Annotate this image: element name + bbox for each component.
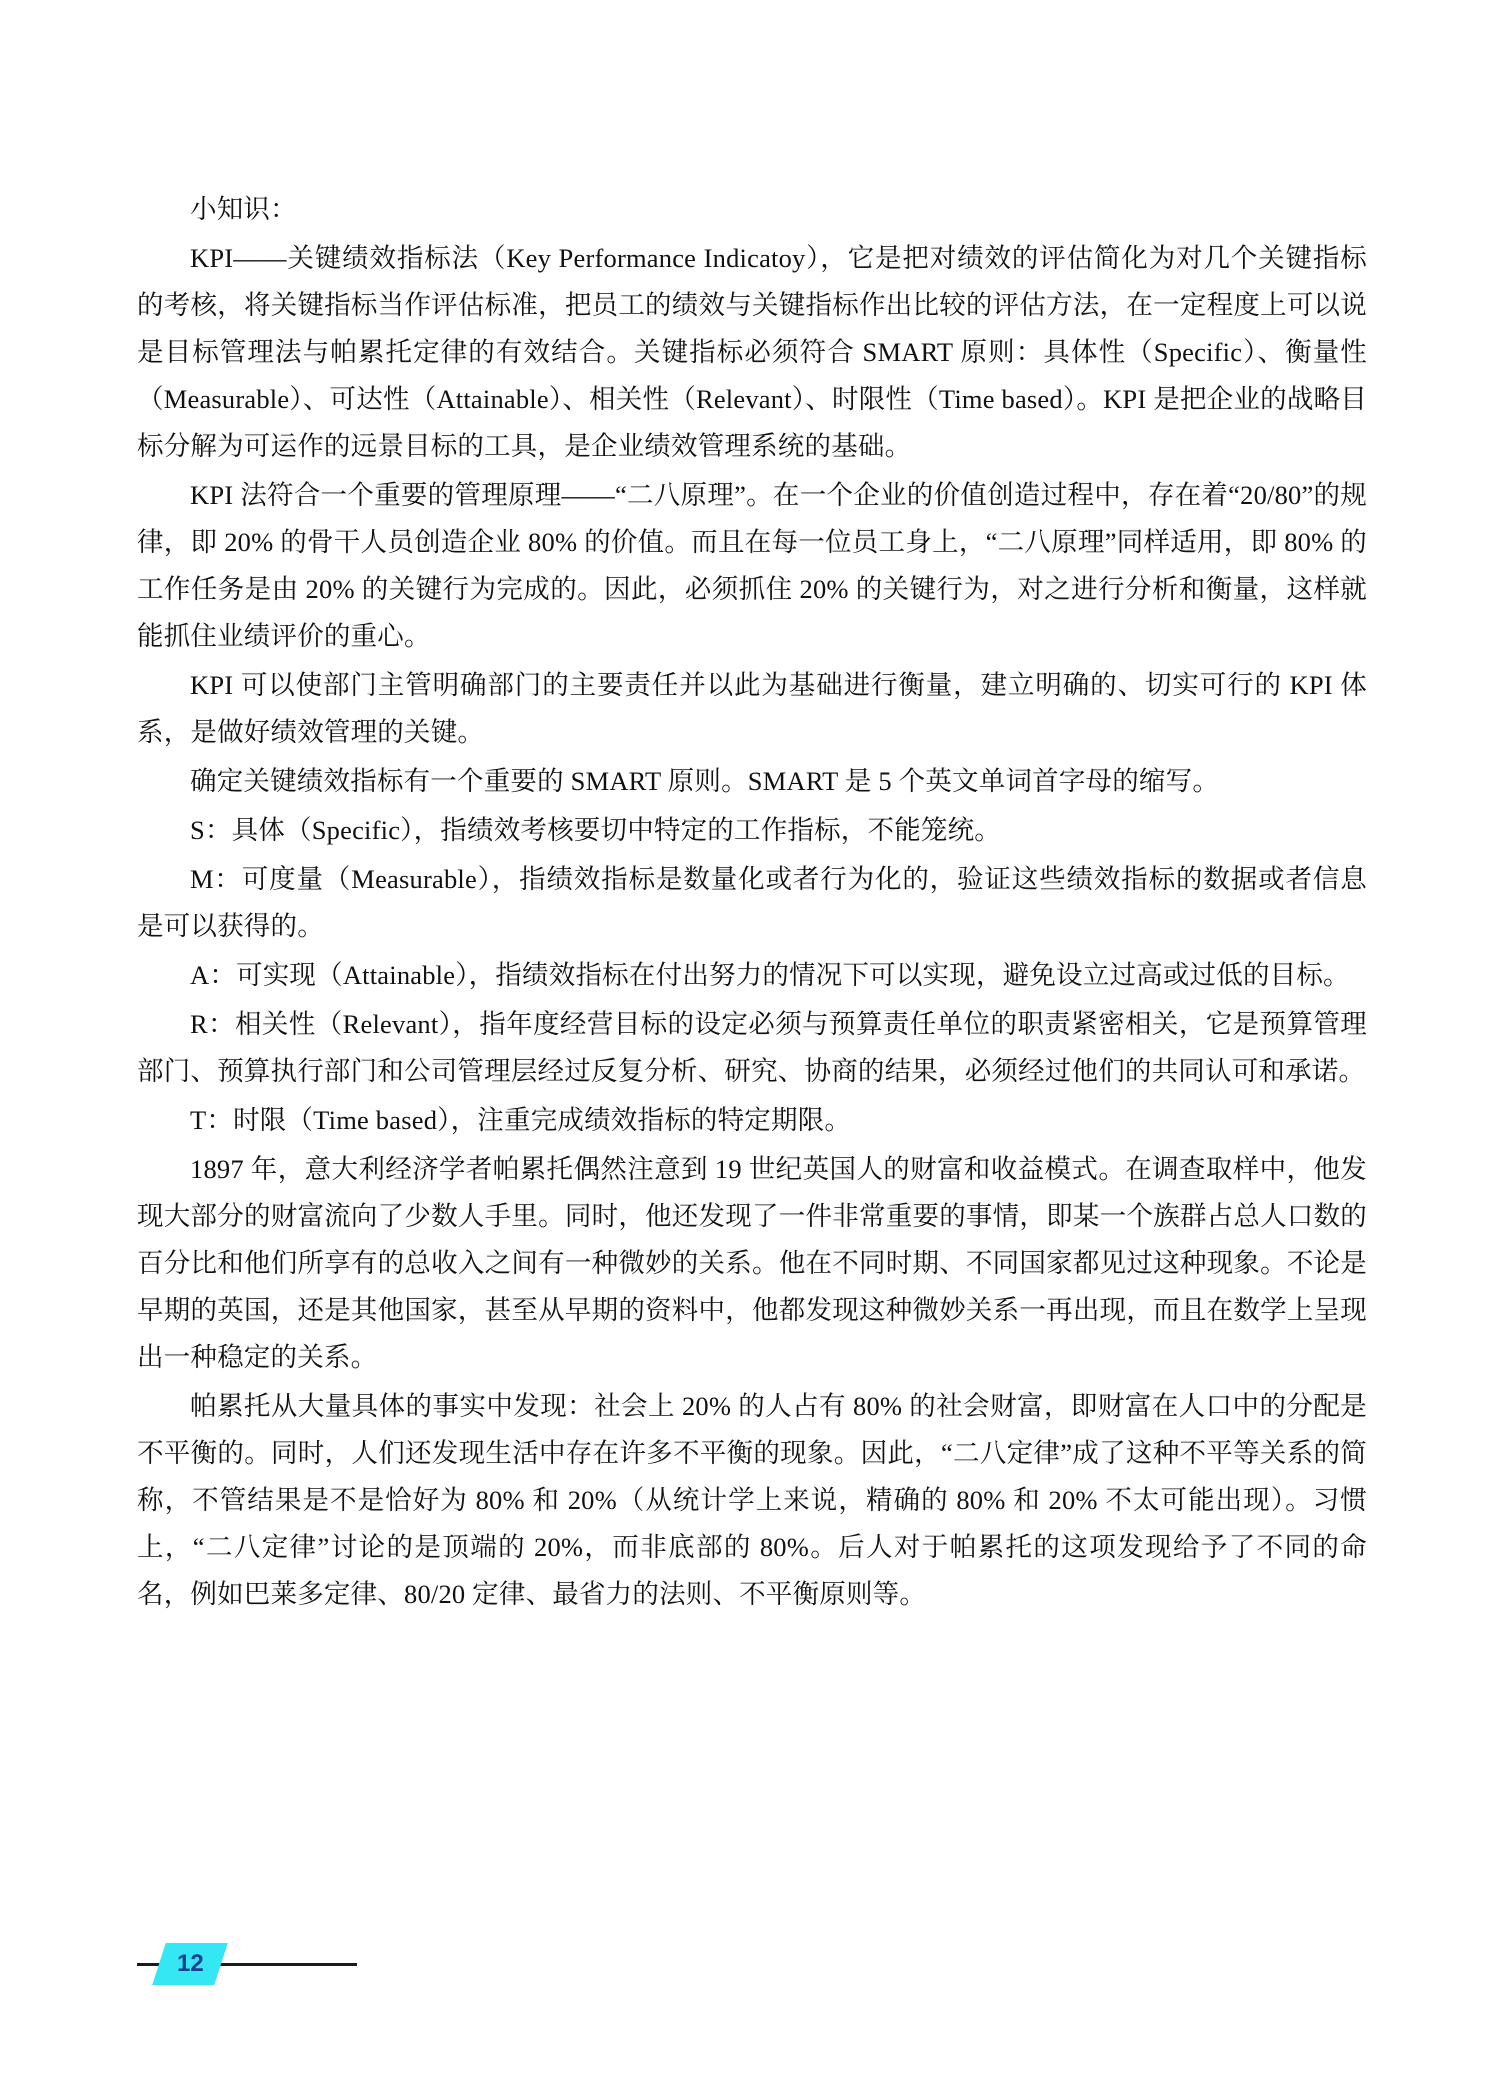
paragraph: R：相关性（Relevant），指年度经营目标的设定必须与预算责任单位的职责紧密相关，它是预算管理部门、预算执行部门和公司管理层经过反复分析、研究、协商的结果，必须经过他们的共同认可和承诺。 bbox=[137, 1009, 1367, 1086]
paragraph: KPI 可以使部门主管明确部门的主要责任并以此为基础进行衡量，建立明确的、切实可行的 KPI 体系，是做好绩效管理的关键。 bbox=[137, 670, 1367, 747]
paragraph: 帕累托从大量具体的事实中发现：社会上 20% 的人占有 80% 的社会财富，即财富在人口中的分配是不平衡的。同时，人们还发现生活中存在许多不平衡的现象。因此，“二八定律”成了这种不平等关系的简称，不管结果是不是恰好为 80% 和 20%（从统计学上来说，精确的 80% 和 20% 不太可能出现）。习惯上，“二八定律”讨论的是顶端的 20%，而非底部的 80%。后人对于帕累托的这项发现给予了不同的命名，例如巴莱多定律、80/20 定律、最省力的法则、不平衡原则等。 bbox=[137, 1391, 1367, 1609]
page-body-text bbox=[137, 186, 1367, 1620]
paragraph: 1897 年，意大利经济学者帕累托偶然注意到 19 世纪英国人的财富和收益模式。在调查取样中，他发现大部分的财富流向了少数人手里。同时，他还发现了一件非常重要的事情，即某一个族群占总人口数的百分比和他们所享有的总收入之间有一种微妙的关系。他在不同时期、不同国家都见过这种现象。不论是早期的英国，还是其他国家，甚至从早期的资料中，他都发现这种微妙关系一再出现，而且在数学上呈现出一种稳定的关系。 bbox=[137, 1154, 1367, 1372]
paragraph: M：可度量（Measurable），指绩效指标是数量化或者行为化的，验证这些绩效指标的数据或者信息是可以获得的。 bbox=[137, 864, 1367, 941]
paragraph: A：可实现（Attainable），指绩效指标在付出努力的情况下可以实现，避免设立过高或过低的目标。 bbox=[190, 960, 1350, 990]
paragraph: S：具体（Specific），指绩效考核要切中特定的工作指标，不能笼统。 bbox=[190, 815, 1002, 845]
page-number: 12 bbox=[176, 1950, 204, 1977]
paragraph: T：时限（Time based），注重完成绩效指标的特定期限。 bbox=[190, 1105, 852, 1135]
paragraph: KPI——关键绩效指标法（Key Performance Indicatoy），它是把对绩效的评估简化为对几个关键指标的考核，将关键指标当作评估标准，把员工的绩效与关键指标作出比较的评估方法，在一定程度上可以说是目标管理法与帕累托定律的有效结合。关键指标必须符合 SMART 原则：具体性（Specific）、衡量性（Measurable）、可达性（Attainable）、相关性（Relevant）、时限性（Time based）。KPI 是把企业的战略目标分解为可运作的远景目标的工具，是企业绩效管理系统的基础。 bbox=[137, 243, 1367, 461]
paragraph: 确定关键绩效指标有一个重要的 SMART 原则。SMART 是 5 个英文单词首字母的缩写。 bbox=[190, 766, 1220, 796]
paragraph: 小知识： bbox=[190, 194, 297, 224]
page-footer bbox=[137, 1943, 357, 1987]
page-number-badge bbox=[152, 1943, 228, 1985]
paragraph: KPI 法符合一个重要的管理原理——“二八原理”。在一个企业的价值创造过程中，存在着“20/80”的规律，即 20% 的骨干人员创造企业 80% 的价值。而且在每一位员工身上，“二八原理”同样适用，即 80% 的工作任务是由 20% 的关键行为完成的。因此，必须抓住 20% 的关键行为，对之进行分析和衡量，这样就能抓住业绩评价的重心。 bbox=[137, 480, 1367, 651]
